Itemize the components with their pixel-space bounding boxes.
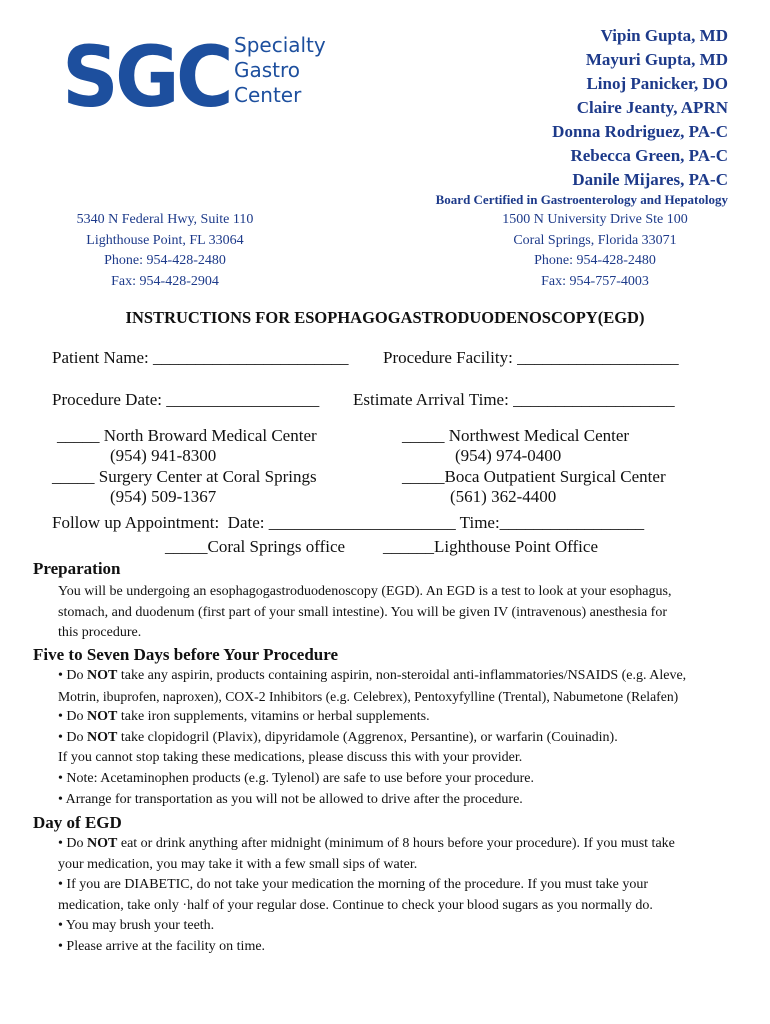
facility-option-coral-springs[interactable]: _____ Surgery Center at Coral Springs [52, 467, 317, 486]
five-to-seven-days-list [58, 666, 738, 810]
board-certification: Board Certified in Gastroenterology and Hepatology [435, 192, 728, 207]
list-item: • Do NOT take iron supplements, vitamins or herbal supplements. [58, 709, 430, 725]
logo-line3: Center [234, 83, 302, 107]
list-item: • If you are DIABETIC, do not take your medication the morning of the procedure. If you must take your [58, 877, 649, 893]
provider-name: Claire Jeanty, APRN [576, 98, 728, 117]
office-option-lighthouse-point[interactable]: ______Lighthouse Point Office [383, 537, 598, 556]
provider-name: Rebecca Green, PA-C [570, 146, 728, 165]
text-line: this procedure. [58, 625, 142, 641]
list-item: • Do NOT take any aspirin, products containing aspirin, non-steroidal anti-inflammatories/NSAIDS (e.g. Aleve, [58, 668, 687, 683]
text-line: stomach, and duodenum (first part of your small intestine). You will be given IV (intravenous) anesthesia for [58, 604, 668, 620]
day-of-egd-list [58, 834, 738, 958]
provider-name: Vipin Gupta, MD [600, 26, 728, 45]
address-line: Lighthouse Point, FL 33064 [86, 232, 244, 248]
facility-phone: (954) 941-8300 [110, 446, 217, 465]
facility-phone: (561) 362-4400 [450, 487, 557, 506]
address-line: 1500 N University Drive Ste 100 [502, 212, 688, 227]
arrival-time-field[interactable]: Estimate Arrival Time: ___________________ [353, 390, 675, 409]
facility-phone: (954) 974-0400 [455, 446, 562, 465]
text-line: You will be undergoing an esophagogastroduodenoscopy (EGD). An EGD is a test to look at your esophagus, [58, 584, 672, 599]
day-of-egd-heading: Day of EGD [33, 813, 122, 832]
list-item: • Note: Acetaminophen products (e.g. Tylenol) are safe to use before your procedure. [58, 770, 534, 786]
address-line: 5340 N Federal Hwy, Suite 110 [76, 212, 254, 227]
sgc-logo [62, 30, 352, 112]
list-item: • Do NOT take clopidogril (Plavix), dipyridamole (Aggrenox, Persantine), or warfarin (Couinadin). [58, 729, 618, 745]
list-item: • Please arrive at the facility on time. [58, 938, 266, 954]
facility-option-northwest[interactable]: _____ Northwest Medical Center [402, 426, 630, 445]
fax: Fax: 954-428-2904 [111, 273, 219, 289]
provider-list [552, 24, 728, 192]
facility-phone: (954) 509-1367 [110, 487, 217, 506]
procedure-facility-field[interactable]: Procedure Facility: ___________________ [383, 348, 679, 367]
follow-up-appointment-field[interactable]: Follow up Appointment: Date: ______________________ Time:_________________ [52, 513, 645, 532]
office-address-right [480, 210, 710, 292]
list-item-continued: your medication, you may take it with a few small sips of water. [58, 856, 418, 872]
list-item-continued: Motrin, ibuprofen, naproxen), COX-2 Inhibitors (e.g. Celebrex), Pentoxyfylline (Trental), Nabumetone (Relafen) [58, 688, 679, 704]
logo-mark: SGC [62, 30, 230, 112]
list-item-continued: medication, take only ·half of your regular dose. Continue to check your blood sugars as you normally do. [58, 897, 653, 913]
patient-name-field[interactable]: Patient Name: _______________________ [52, 348, 349, 367]
logo-line1: Specialty [234, 33, 326, 57]
provider-name: Linoj Panicker, DO [586, 74, 728, 93]
five-to-seven-days-heading: Five to Seven Days before Your Procedure [33, 645, 339, 664]
list-item: If you cannot stop taking these medications, please discuss this with your provider. [58, 750, 523, 766]
phone: Phone: 954-428-2480 [104, 253, 226, 268]
list-item: • You may brush your teeth. [58, 918, 215, 934]
facility-option-north-broward[interactable]: _____ North Broward Medical Center [57, 426, 317, 445]
provider-name: Donna Rodriguez, PA-C [552, 122, 728, 141]
office-address-left [60, 210, 270, 292]
fax: Fax: 954-757-4003 [541, 273, 649, 289]
list-item: • Arrange for transportation as you will not be allowed to drive after the procedure. [58, 791, 523, 807]
phone: Phone: 954-428-2480 [534, 253, 656, 268]
facility-option-boca[interactable]: _____Boca Outpatient Surgical Center [402, 467, 666, 486]
office-option-coral-springs[interactable]: _____Coral Springs office [165, 537, 346, 556]
provider-name: Danile Mijares, PA-C [572, 170, 728, 189]
logo-line2: Gastro [234, 58, 301, 82]
procedure-date-field[interactable]: Procedure Date: __________________ [52, 390, 320, 409]
list-item: • Do NOT eat or drink anything after midnight (minimum of 8 hours before your procedure). If you must take [58, 836, 675, 851]
provider-name: Mayuri Gupta, MD [585, 50, 728, 69]
preparation-heading: Preparation [33, 559, 121, 578]
document-title: INSTRUCTIONS FOR ESOPHAGOGASTRODUODENOSCOPY(EGD) [125, 308, 645, 327]
preparation-text [58, 582, 738, 644]
address-line: Coral Springs, Florida 33071 [513, 232, 677, 248]
